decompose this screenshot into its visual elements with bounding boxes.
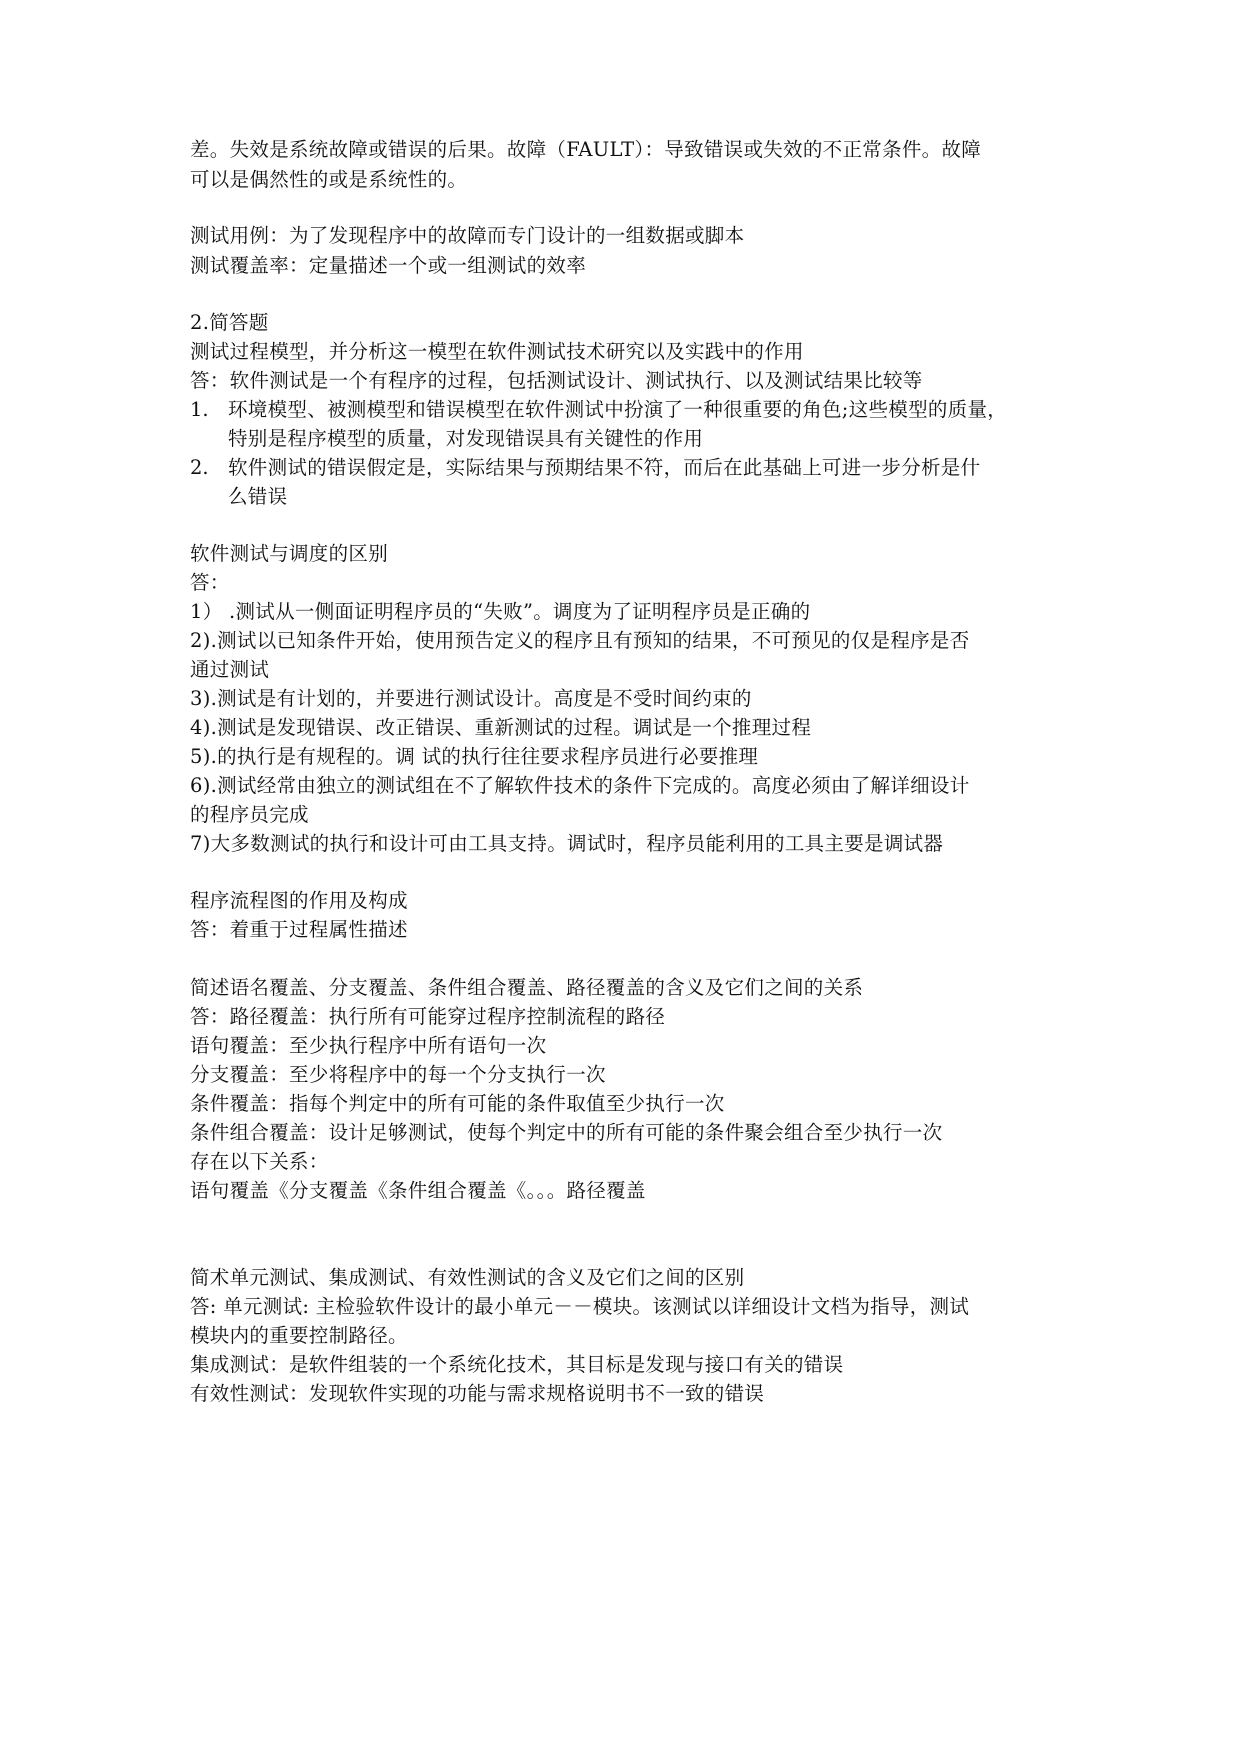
q2-line: 通过测试	[190, 658, 270, 681]
q5-line: 集成测试：是软件组装的一个系统化技术，其目标是发现与接口有关的错误	[190, 1353, 844, 1376]
q5-line: 有效性测试：发现软件实现的功能与需求规格说明书不一致的错误	[190, 1382, 765, 1405]
q1-item-2-line-1: 软件测试的错误假定是，实际结果与预期结果不符，而后在此基础上可进一步分析是什	[228, 456, 981, 479]
q5-line: 模块内的重要控制路径。	[190, 1324, 408, 1347]
q5-question: 简术单元测试、集成测试、有效性测试的含义及它们之间的区别	[190, 1266, 745, 1289]
q2-line: 2).测试以已知条件开始，使用预告定义的程序且有预知的结果，不可预见的仅是程序是否	[190, 629, 970, 652]
q4-line: 条件覆盖：指每个判定中的所有可能的条件取值至少执行一次	[190, 1092, 725, 1115]
q1-item-1-line-2: 特别是程序模型的质量，对发现错误具有关键性的作用	[228, 427, 704, 450]
intro-line-2: 可以是偶然性的或是系统性的。	[190, 168, 468, 191]
q2-line: 的程序员完成	[190, 803, 309, 826]
q1-item-2-number: 2.	[190, 456, 209, 479]
intro-line-1: 差。失效是系统故障或错误的后果。故障（FAULT）：导致错误或失效的不正常条件。故障	[190, 138, 982, 161]
q2-line: 1） .测试从一侧面证明程序员的“失败”。调度为了证明程序员是正确的	[190, 600, 811, 623]
q4-line: 条件组合覆盖：设计足够测试，使每个判定中的所有可能的条件聚会组合至少执行一次	[190, 1121, 943, 1144]
q1-item-1-line-1: 环境模型、被测模型和错误模型在软件测试中扮演了一种很重要的角色;这些模型的质量，	[228, 398, 1008, 421]
definition-test-case: 测试用例：为了发现程序中的故障而专门设计的一组数据或脚本	[190, 224, 745, 247]
section-heading: 2.简答题	[190, 311, 269, 334]
q3-answer: 答：着重于过程属性描述	[190, 918, 408, 941]
q5-line: 答: 单元测试: 主检验软件设计的最小单元－－模块。该测试以详细设计文档为指导，测试	[190, 1295, 970, 1318]
q1-item-2-line-2: 么错误	[228, 485, 288, 508]
definition-coverage: 测试覆盖率：定量描述一个或一组测试的效率	[190, 254, 587, 277]
q2-answer: 答：	[190, 571, 230, 594]
q1-answer: 答：软件测试是一个有程序的过程，包括测试设计、测试执行、以及测试结果比较等	[190, 369, 923, 392]
q3-question: 程序流程图的作用及构成	[190, 889, 408, 912]
q4-question: 简述语名覆盖、分支覆盖、条件组合覆盖、路径覆盖的含义及它们之间的关系	[190, 976, 864, 999]
q2-line: 3).测试是有计划的，并要进行测试设计。高度是不受时间约束的	[190, 687, 752, 710]
q4-line: 答：路径覆盖：执行所有可能穿过程序控制流程的路径	[190, 1005, 666, 1028]
q2-line: 6).测试经常由独立的测试组在不了解软件技术的条件下完成的。高度必须由了解详细设计	[190, 774, 970, 797]
q4-line: 语句覆盖《分支覆盖《条件组合覆盖《。。。路径覆盖	[190, 1179, 646, 1202]
q2-question: 软件测试与调度的区别	[190, 542, 389, 565]
q2-line: 7)大多数测试的执行和设计可由工具支持。调试时，程序员能利用的工具主要是调试器	[190, 832, 944, 855]
q4-line: 分支覆盖：至少将程序中的每一个分支执行一次	[190, 1063, 606, 1086]
q2-line: 4).测试是发现错误、改正错误、重新测试的过程。调试是一个推理过程	[190, 716, 812, 739]
q4-line: 语句覆盖：至少执行程序中所有语句一次	[190, 1034, 547, 1057]
q1-question: 测试过程模型，并分析这一模型在软件测试技术研究以及实践中的作用	[190, 340, 804, 363]
q4-line: 存在以下关系：	[190, 1150, 329, 1173]
q2-line: 5).的执行是有规程的。调 试的执行往往要求程序员进行必要推理	[190, 745, 759, 768]
q1-item-1-number: 1.	[190, 398, 209, 421]
